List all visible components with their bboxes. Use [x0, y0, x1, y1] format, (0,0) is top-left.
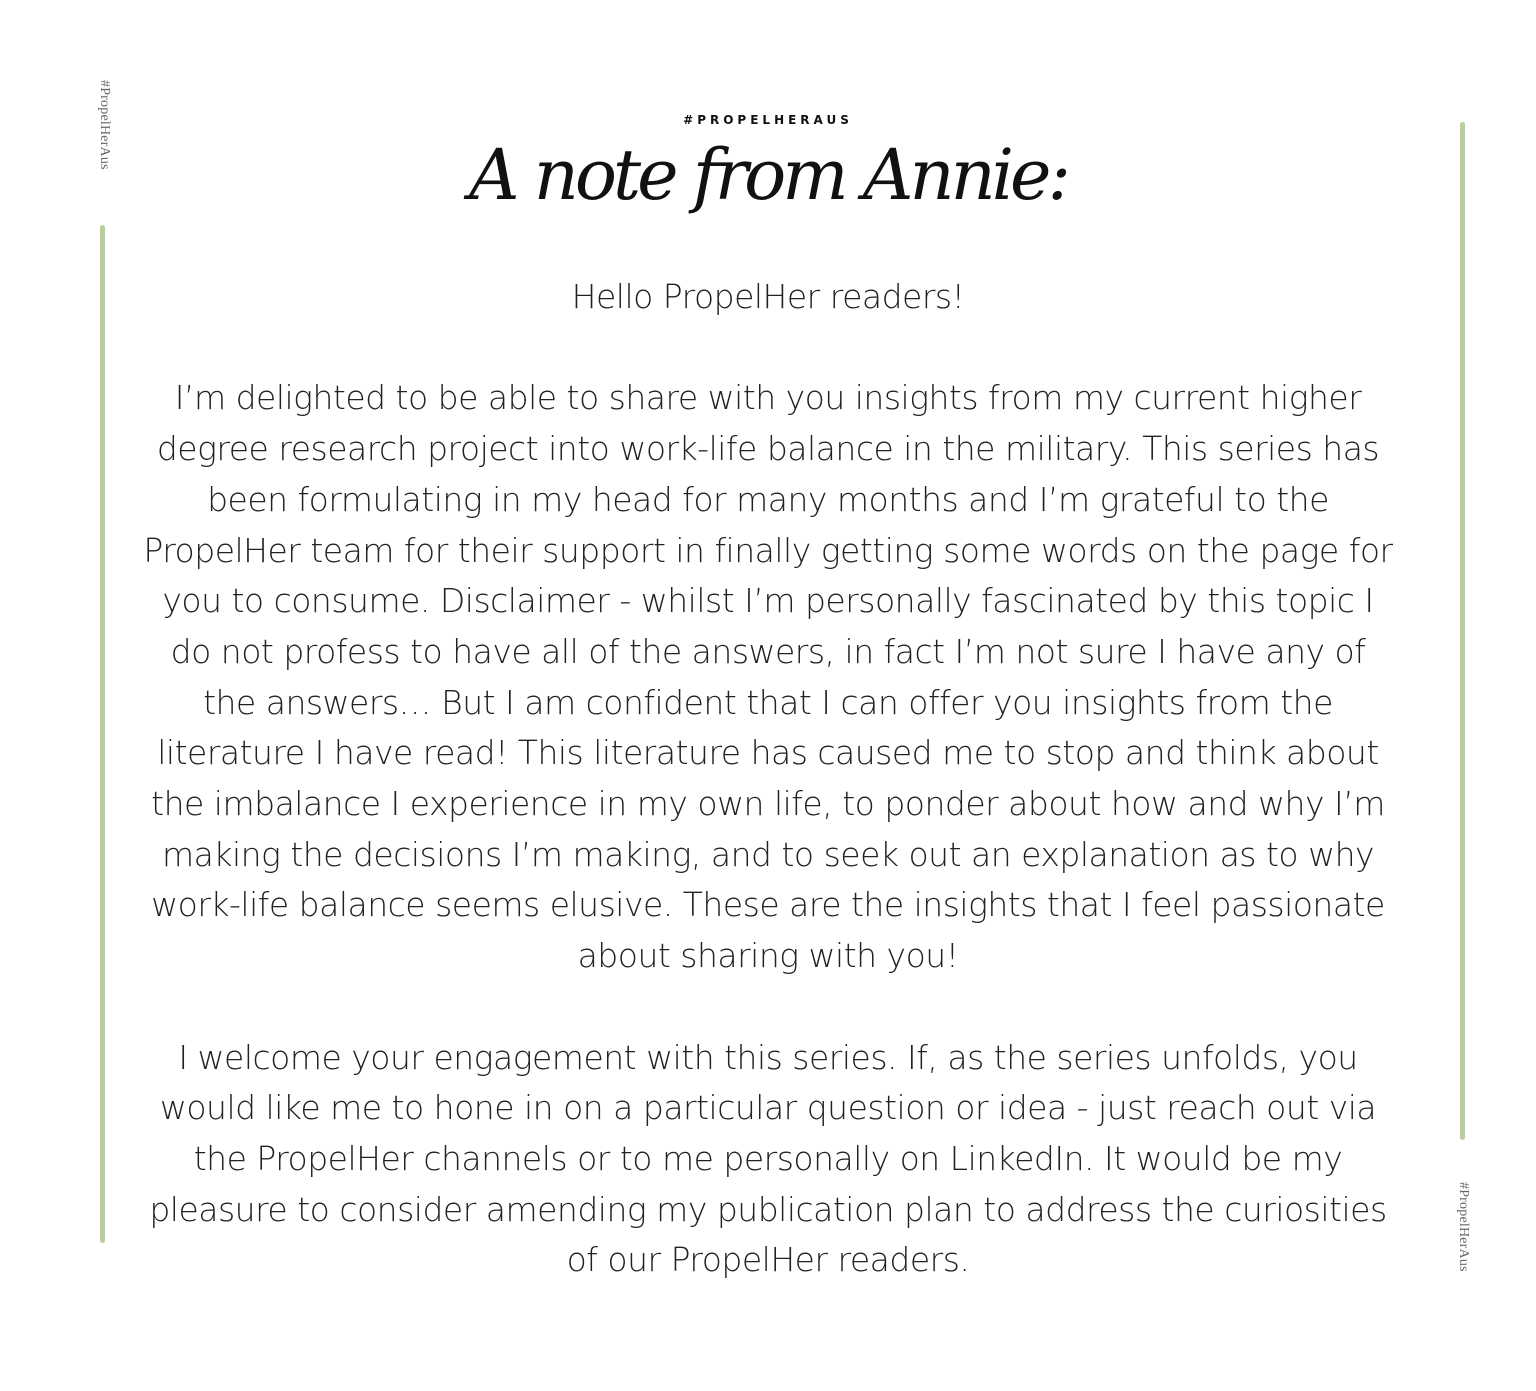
- paragraph-intro: I’m delighted to be able to share with you insights from my current higher degree research project into work-life balance in the military. This series has been formulating in my head for many months and I’m grateful to the PropelHer team for their support in finally getting some words on the page for you to consume. Disclaimer - whilst I’m personally fascinated by this topic I do not profess to have all of the answers, in fact I’m not sure I have any of the answers… But I am confident that I can offer you insights from the literature I have read! This literature has caused me to stop and think about the imbalance I experience in my own life, to ponder about how and why I’m making the decisions I’m making, and to seek out an explanation as to why work-life balance seems elusive. These are the insights that I feel passionate about sharing with you!: [143, 378, 1393, 976]
- paragraph-spacer: [140, 323, 1396, 374]
- paragraph-invitation: I welcome your engagement with this series. If, as the series unfolds, you would like me to hone in on a particular question or idea - just reach out via the PropelHer channels or to me personally on LinkedIn. It would be my pleasure to consider amending my publication plan to address the curiosities of our PropelHer readers.: [149, 1037, 1387, 1280]
- note-body: [140, 272, 1396, 1286]
- paragraph-spacer: [140, 982, 1396, 1033]
- hashtag-kicker: #PROPELHERAUS: [683, 113, 853, 127]
- accent-line-right: [1460, 122, 1465, 1140]
- page-title: A note from Annie:: [468, 134, 1068, 216]
- side-hashtag-left: #PropelHerAus: [97, 80, 112, 170]
- greeting: Hello PropelHer readers!: [571, 277, 965, 316]
- side-hashtag-right: #PropelHerAus: [1456, 1182, 1471, 1272]
- accent-line-left: [100, 225, 105, 1243]
